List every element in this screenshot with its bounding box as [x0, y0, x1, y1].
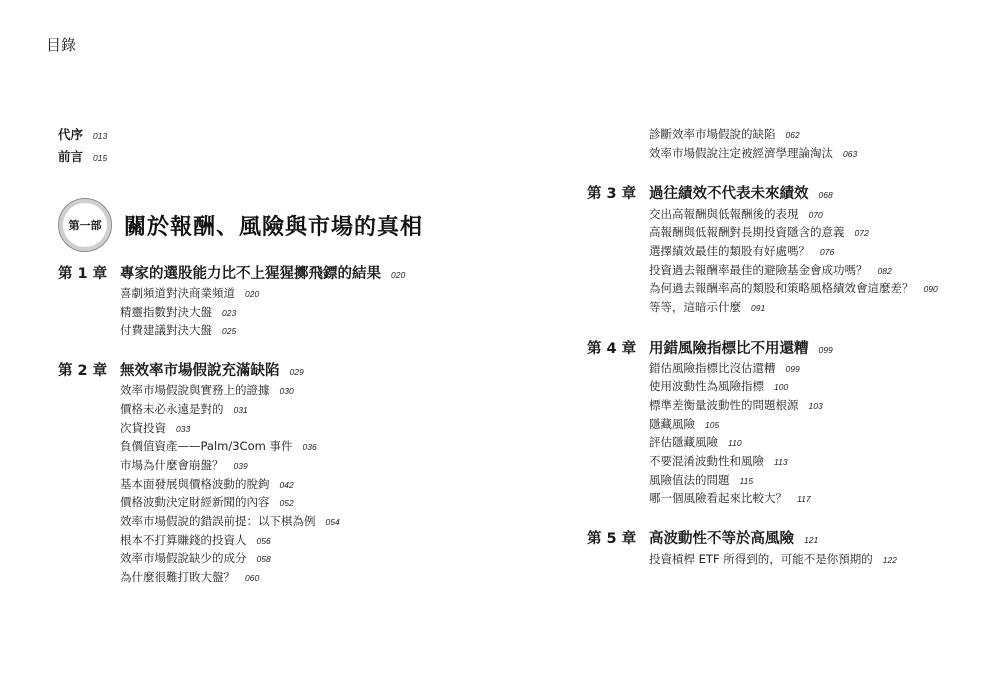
section-item[interactable]: [120, 401, 248, 417]
section-item[interactable]: [649, 472, 753, 488]
page-number: 030: [279, 386, 294, 396]
page-number: 039: [233, 461, 248, 471]
section-title: 標準差衡量波動性的問題根源: [649, 398, 799, 412]
page-number: 103: [808, 401, 823, 411]
section-title: 錯估風險指標比沒估還糟: [649, 361, 776, 375]
chapter-number: 第 3 章: [587, 186, 637, 202]
section-item[interactable]: [120, 322, 236, 338]
part-badge: 第一部: [58, 198, 112, 252]
chapter-number: 第 5 章: [587, 531, 637, 547]
chapter-title: 專家的選股能力比不上猩猩擲飛鏢的結果: [120, 266, 381, 282]
page-number: 013: [93, 131, 108, 141]
section-title: 次貸投資: [120, 421, 166, 435]
section-title: 使用波動性為風險指標: [649, 379, 764, 393]
section-item[interactable]: [649, 378, 788, 394]
page-number: 090: [923, 284, 938, 294]
front-matter-item[interactable]: [58, 125, 107, 143]
page-number: 099: [785, 364, 800, 374]
page-number: 054: [325, 517, 340, 527]
section-title: 效率市場假說的錯誤前提：以下棋為例: [120, 514, 316, 528]
section-title: 為什麼很難打敗大盤？: [120, 570, 235, 584]
section-item[interactable]: [649, 145, 857, 161]
section-item[interactable]: [649, 551, 897, 567]
section-title: 投資槓桿 ETF 所得到的，可能不是你預期的: [649, 552, 873, 566]
page-number: 105: [705, 420, 720, 430]
page-number: 025: [222, 326, 237, 336]
section-title: 等等，這暗示什麼: [649, 300, 741, 314]
chapter-number: 第 4 章: [587, 341, 637, 357]
section-item[interactable]: [120, 513, 340, 529]
section-item[interactable]: [120, 382, 294, 398]
page-number: 031: [233, 405, 248, 415]
section-item[interactable]: [649, 126, 800, 142]
section-item[interactable]: [120, 476, 294, 492]
section-title: 付費建議對決大盤: [120, 323, 212, 337]
page-number: 033: [176, 424, 191, 434]
section-item[interactable]: [649, 360, 800, 376]
section-title: 選擇績效最佳的類股有好處嗎？: [649, 244, 810, 258]
page-number: 029: [289, 367, 304, 377]
chapter-number: 第 1 章: [58, 266, 108, 282]
chapter-number: 第 2 章: [58, 363, 108, 379]
page-number: 056: [256, 536, 271, 546]
chapter-heading[interactable]: [58, 262, 405, 283]
chapter-heading[interactable]: [587, 337, 833, 358]
page-number: 072: [854, 228, 869, 238]
chapter-title: 高波動性不等於高風險: [649, 531, 794, 547]
section-title: 負價值資產——Palm/3Com 事件: [120, 439, 293, 453]
page-number: 062: [785, 130, 800, 140]
section-item[interactable]: [120, 550, 271, 566]
section-title: 隱藏風險: [649, 417, 695, 431]
section-item[interactable]: [649, 299, 765, 315]
section-item[interactable]: [649, 416, 719, 432]
page-number: 082: [877, 266, 892, 276]
page-number: 060: [245, 573, 260, 583]
page-number: 058: [256, 554, 271, 564]
part-header: [58, 198, 423, 252]
page-number: 036: [302, 442, 317, 452]
page-number: 115: [739, 476, 754, 486]
section-item[interactable]: [649, 262, 892, 278]
section-item[interactable]: [120, 457, 248, 473]
page-number: 091: [751, 303, 766, 313]
chapter-heading[interactable]: [587, 182, 833, 203]
section-item[interactable]: [120, 438, 317, 454]
page-number: 020: [245, 289, 260, 299]
section-item[interactable]: [120, 304, 236, 320]
section-title: 價格未必永遠是對的: [120, 402, 224, 416]
section-title: 效率市場假說缺少的成分: [120, 551, 247, 565]
section-title: 效率市場假說注定被經濟學理論淘汰: [649, 146, 833, 160]
section-item[interactable]: [649, 243, 834, 259]
page-number: 068: [818, 190, 833, 200]
page-title: 目錄: [46, 36, 77, 54]
section-title: 基本面發展與價格波動的脫鉤: [120, 477, 270, 491]
section-item[interactable]: [649, 397, 823, 413]
front-matter-item[interactable]: [58, 147, 107, 165]
page-number: 015: [93, 153, 108, 163]
section-title: 喜劇頻道對決商業頻道: [120, 286, 235, 300]
section-item[interactable]: [120, 569, 259, 585]
part-title: 關於報酬、風險與市場的真相: [124, 213, 424, 240]
section-title: 診斷效率市場假說的缺陷: [649, 127, 776, 141]
chapter-heading[interactable]: [587, 527, 818, 548]
page-number: 117: [797, 494, 811, 504]
section-item[interactable]: [649, 224, 869, 240]
section-item[interactable]: [649, 206, 823, 222]
page-number: 121: [804, 535, 819, 545]
chapter-title: 無效率市場假說充滿缺陷: [120, 363, 280, 379]
section-title: 根本不打算賺錢的投資人: [120, 533, 247, 547]
section-item[interactable]: [649, 453, 788, 469]
section-title: 不要混淆波動性和風險: [649, 454, 764, 468]
section-item[interactable]: [120, 420, 190, 436]
page-number: 042: [279, 480, 294, 490]
page-number: 063: [843, 149, 858, 159]
page-number: 076: [820, 247, 835, 257]
section-title: 高報酬與低報酬對長期投資隱含的意義: [649, 225, 845, 239]
page-number: 122: [882, 555, 897, 565]
section-title: 哪一個風險看起來比較大？: [649, 491, 787, 505]
section-item[interactable]: [120, 532, 271, 548]
chapter-heading[interactable]: [58, 359, 304, 380]
section-item[interactable]: [120, 494, 294, 510]
page-number: 023: [222, 308, 237, 318]
page-number: 020: [391, 270, 406, 280]
page-number: 113: [774, 457, 788, 467]
section-title: 交出高報酬與低報酬後的表現: [649, 207, 799, 221]
page-number: 070: [808, 210, 823, 220]
section-title: 為何過去報酬率高的類股和策略風格績效會這麼差？: [649, 281, 914, 295]
section-item[interactable]: [649, 490, 811, 506]
chapter-title: 用錯風險指標比不用還糟: [649, 341, 809, 357]
section-title: 市場為什麼會崩盤？: [120, 458, 224, 472]
section-title: 價格波動決定財經新聞的內容: [120, 495, 270, 509]
page-number: 052: [279, 498, 294, 508]
section-item[interactable]: [649, 280, 938, 296]
front-matter-label: 前言: [58, 149, 84, 164]
page-number: 099: [818, 345, 833, 355]
front-matter-label: 代序: [58, 127, 84, 142]
chapter-title: 過往績效不代表未來績效: [649, 186, 809, 202]
section-title: 風險值法的問題: [649, 473, 730, 487]
page-number: 110: [728, 438, 742, 448]
section-item[interactable]: [120, 285, 259, 301]
section-item[interactable]: [649, 434, 742, 450]
section-title: 效率市場假說與實務上的證據: [120, 383, 270, 397]
page-number: 100: [774, 382, 789, 392]
section-title: 投資過去報酬率最佳的避險基金會成功嗎？: [649, 263, 868, 277]
section-title: 精靈指數對決大盤: [120, 305, 212, 319]
section-title: 評估隱藏風險: [649, 435, 718, 449]
